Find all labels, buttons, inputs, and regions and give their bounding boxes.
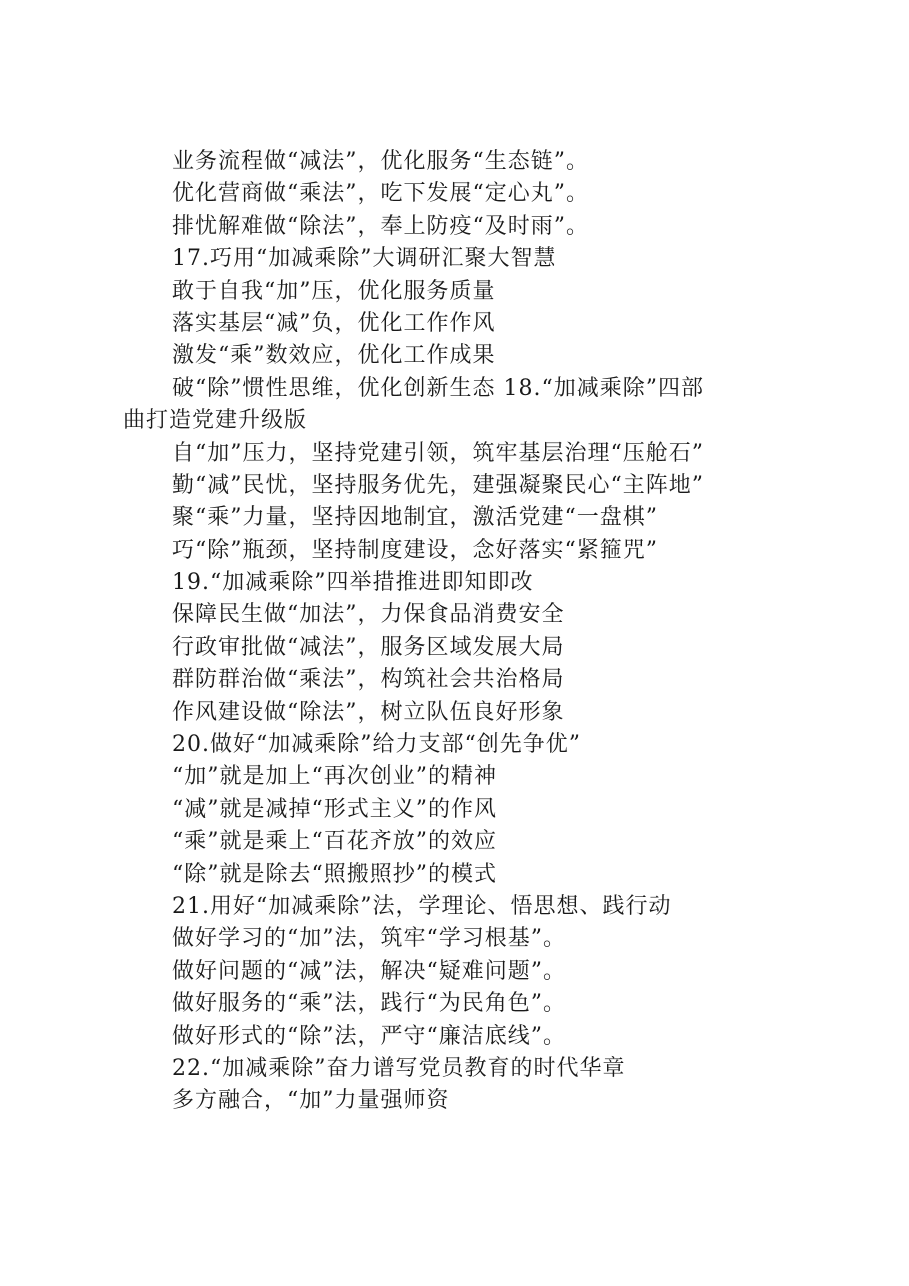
section-heading-19: 19.“加减乘除”四举措推进即知即改 [172, 570, 534, 596]
section-heading-22: 22.“加减乘除”奋力谱写党员教育的时代华章 [172, 1055, 626, 1081]
text-line: 保障民生做“加法”，力保食品消费安全 [172, 602, 565, 628]
text-line: 做好问题的“减”法，解决“疑难问题”。 [172, 958, 566, 984]
text-line: 排忧解难做“除法”，奉上防疫“及时雨”。 [172, 213, 589, 239]
section-heading-20: 20.做好“加减乘除”给力支部“创先争优” [172, 732, 581, 758]
text-line: 优化营商做“乘法”，吃下发展“定心丸”。 [172, 181, 589, 207]
text-line: 群防群治做“乘法”，构筑社会共治格局 [172, 667, 565, 693]
text-line: 聚“乘”力量，坚持因地制宜，激活党建“一盘棋” [172, 505, 658, 531]
text-line: 行政审批做“减法”，服务区域发展大局 [172, 634, 565, 660]
text-line: 多方融合，“加”力量强师资 [172, 1088, 450, 1114]
text-line: “除”就是除去“照搬照抄”的模式 [172, 861, 497, 887]
section-heading-17: 17.巧用“加减乘除”大调研汇聚大智慧 [172, 246, 557, 272]
text-line: 作风建设做“除法”，树立队伍良好形象 [172, 699, 565, 725]
text-line: 激发“乘”数效应，优化工作成果 [172, 343, 496, 369]
text-line: “乘”就是乘上“百花齐放”的效应 [172, 829, 497, 855]
text-line: 做好服务的“乘”法，践行“为民角色”。 [172, 991, 566, 1017]
text-line: 自“加”压力，坚持党建引领，筑牢基层治理“压舱石” [172, 440, 704, 466]
text-line: 勤“减”民忧，坚持服务优先，建强凝聚民心“主阵地” [172, 472, 704, 498]
text-line-with-heading-18: 破“除”惯性思维，优化创新生态 18.“加减乘除”四部 [172, 375, 704, 401]
text-line: 业务流程做“减法”，优化服务“生态链”。 [172, 149, 589, 174]
text-line: 巧“除”瓶颈，坚持制度建设，念好落实“紧箍咒” [172, 537, 658, 563]
text-line: 落实基层“减”负，优化工作作风 [172, 310, 496, 336]
heading-18-continuation: 曲打造党建升级版 [123, 408, 308, 434]
document-body [0, 146, 909, 1118]
text-line: “加”就是加上“再次创业”的精神 [172, 764, 497, 790]
text-line: 做好学习的“加”法，筑牢“学习根基”。 [172, 926, 566, 952]
section-heading-21: 21.用好“加减乘除”法，学理论、悟思想、践行动 [172, 893, 672, 919]
text-line: 敢于自我“加”压，优化服务质量 [172, 278, 496, 304]
text-line: 做好形式的“除”法，严守“廉洁底线”。 [172, 1023, 566, 1049]
text-line: “减”就是减掉“形式主义”的作风 [172, 796, 497, 822]
